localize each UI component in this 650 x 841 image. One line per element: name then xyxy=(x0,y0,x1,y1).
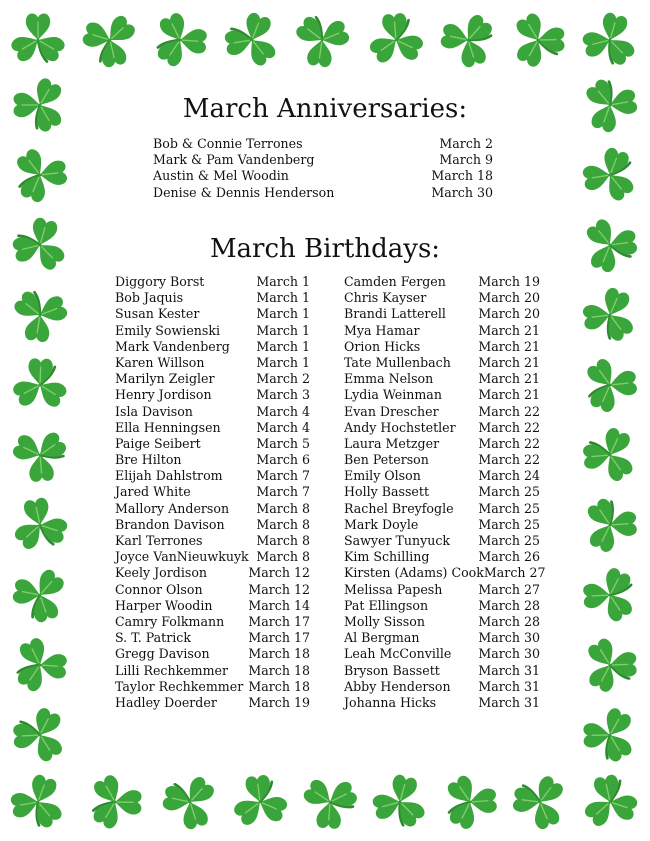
event-date: March 31 xyxy=(478,662,540,678)
person-name: Mark & Pam Vandenberg xyxy=(153,152,315,168)
event-date: March 30 xyxy=(478,646,540,662)
list-item xyxy=(115,306,310,322)
list-item xyxy=(115,630,310,646)
event-date: March 31 xyxy=(478,694,540,710)
shamrock-icon xyxy=(9,14,67,64)
list-item xyxy=(344,501,540,517)
birthdays-column-left xyxy=(115,274,310,711)
event-date: March 28 xyxy=(478,613,540,629)
list-item xyxy=(344,436,540,452)
list-item xyxy=(115,323,310,339)
person-name: Diggory Borst xyxy=(115,274,205,289)
event-date: March 21 xyxy=(478,322,540,338)
birthdays-column-right xyxy=(344,274,546,711)
shamrock-icon xyxy=(579,143,638,208)
list-item xyxy=(115,452,310,468)
event-date: March 22 xyxy=(478,403,540,419)
list-item xyxy=(344,452,540,468)
event-date: March 24 xyxy=(478,468,540,484)
person-name: Harper Woodin xyxy=(115,597,213,613)
event-date: March 8 xyxy=(256,549,310,565)
shamrock-icon xyxy=(366,769,435,833)
list-item xyxy=(344,323,540,339)
person-name: Marilyn Zeigler xyxy=(115,371,215,387)
event-date: March 20 xyxy=(478,306,540,322)
person-name: Connor Olson xyxy=(115,581,203,597)
person-name: Henry Jordison xyxy=(115,387,212,403)
person-name: Andy Hochstetler xyxy=(344,419,456,435)
person-name: Leah McConville xyxy=(344,646,452,662)
shamrock-icon xyxy=(73,1,149,78)
shamrock-icon xyxy=(221,765,296,841)
list-item xyxy=(344,517,540,533)
list-item xyxy=(115,371,310,387)
event-date: March 26 xyxy=(478,549,540,565)
list-item xyxy=(115,663,310,679)
list-item xyxy=(344,371,540,387)
list-item xyxy=(344,274,540,290)
person-name: Orion Hicks xyxy=(344,338,421,354)
event-date: March 1 xyxy=(256,338,310,354)
list-item xyxy=(344,533,540,549)
list-item xyxy=(344,582,540,598)
person-name: Lydia Weinman xyxy=(344,387,442,403)
person-name: Susan Kester xyxy=(115,306,200,322)
shamrock-icon xyxy=(572,491,646,562)
list-item xyxy=(115,679,310,695)
list-item xyxy=(344,306,540,322)
anniversaries-title: March Anniversaries: xyxy=(182,94,468,124)
anniversaries-list xyxy=(153,136,493,201)
shamrock-icon xyxy=(500,2,576,75)
person-name: Mark Doyle xyxy=(344,516,419,532)
event-date: March 21 xyxy=(478,371,540,387)
list-item xyxy=(153,136,493,152)
list-item xyxy=(153,168,493,184)
person-name: Holly Bassett xyxy=(344,484,430,500)
event-date: March 22 xyxy=(478,435,540,451)
event-date: March 2 xyxy=(256,371,310,387)
shamrock-icon xyxy=(358,3,432,79)
list-item xyxy=(115,404,310,420)
person-name: Abby Henderson xyxy=(344,678,451,694)
list-item xyxy=(115,582,310,598)
event-date: March 17 xyxy=(248,613,310,629)
event-date: March 18 xyxy=(248,678,310,694)
shamrock-icon xyxy=(582,565,635,626)
person-name: Camden Fergen xyxy=(344,274,446,289)
shamrock-icon xyxy=(91,773,142,832)
shamrock-icon xyxy=(3,348,75,423)
person-name: Emily Sowienski xyxy=(115,322,221,338)
event-date: March 3 xyxy=(256,387,310,403)
birthdays-title: March Birthdays: xyxy=(209,234,441,264)
list-item xyxy=(115,468,310,484)
event-date: March 30 xyxy=(431,184,493,200)
event-date: March 17 xyxy=(248,630,310,646)
shamrock-icon xyxy=(573,419,649,493)
person-name: Denise & Dennis Henderson xyxy=(153,184,335,200)
event-date: March 25 xyxy=(478,533,540,548)
person-name: Elijah Dahlstrom xyxy=(115,468,223,484)
list-item xyxy=(115,598,310,614)
person-name: Mya Hamar xyxy=(344,322,420,338)
list-item xyxy=(115,339,310,355)
event-date: March 5 xyxy=(256,435,310,451)
list-item xyxy=(115,355,310,371)
event-date: March 20 xyxy=(478,290,540,306)
person-name: Laura Metzger xyxy=(344,435,440,451)
event-date: March 18 xyxy=(248,662,310,678)
shamrock-icon xyxy=(573,698,648,770)
event-date: March 7 xyxy=(256,468,310,484)
person-name: Al Bergman xyxy=(344,630,420,646)
person-name: Bre Hilton xyxy=(115,452,182,468)
list-item xyxy=(115,290,310,306)
list-item xyxy=(344,630,540,646)
list-item xyxy=(115,501,310,517)
shamrock-icon xyxy=(3,556,80,632)
event-date: March 25 xyxy=(478,516,540,532)
person-name: Evan Drescher xyxy=(344,403,439,419)
event-date: March 12 xyxy=(248,581,310,597)
person-name: Isla Davison xyxy=(115,403,193,419)
list-item xyxy=(115,565,310,581)
list-item xyxy=(115,549,310,565)
list-item xyxy=(344,484,540,500)
list-item xyxy=(344,565,546,581)
person-name: Chris Kayser xyxy=(344,290,427,306)
person-name: Hadley Doerder xyxy=(115,694,217,710)
person-name: Joyce VanNieuwkuyk xyxy=(115,549,249,565)
list-item xyxy=(344,339,540,355)
list-item xyxy=(115,517,310,533)
person-name: Austin & Mel Woodin xyxy=(153,168,289,184)
event-date: March 1 xyxy=(256,290,310,306)
shamrock-icon xyxy=(290,12,354,70)
event-date: March 21 xyxy=(478,387,540,403)
event-date: March 1 xyxy=(256,354,310,370)
person-name: Paige Seibert xyxy=(115,435,201,451)
shamrock-icon xyxy=(583,353,639,416)
list-item xyxy=(115,387,310,403)
list-item xyxy=(344,549,540,565)
shamrock-icon xyxy=(574,279,647,348)
event-date: March 21 xyxy=(478,354,540,370)
person-name: Taylor Rechkemmer xyxy=(115,678,244,694)
shamrock-icon xyxy=(214,3,291,79)
list-item xyxy=(115,274,310,290)
list-item xyxy=(344,695,540,711)
event-date: March 7 xyxy=(256,484,310,500)
list-item xyxy=(344,420,540,436)
shamrock-icon xyxy=(3,699,79,773)
event-date: March 22 xyxy=(478,452,540,468)
event-date: March 9 xyxy=(439,152,493,168)
person-name: Kirsten (Adams) Cook xyxy=(344,565,484,581)
list-item xyxy=(344,646,540,662)
person-name: Brandon Davison xyxy=(115,516,225,532)
person-name: Bryson Bassett xyxy=(344,662,440,678)
person-name: Karen Willson xyxy=(115,354,205,370)
person-name: Ella Henningsen xyxy=(115,419,221,435)
list-item xyxy=(115,420,310,436)
list-item xyxy=(115,533,310,549)
event-date: March 18 xyxy=(431,168,493,184)
event-date: March 19 xyxy=(478,274,540,289)
list-item xyxy=(344,355,540,371)
list-item xyxy=(115,614,310,630)
event-date: March 8 xyxy=(256,500,310,516)
event-date: March 6 xyxy=(256,452,310,468)
list-item xyxy=(153,185,493,201)
list-item xyxy=(115,436,310,452)
person-name: Lilli Rechkemmer xyxy=(115,662,229,678)
person-name: Mallory Anderson xyxy=(115,500,230,516)
shamrock-icon xyxy=(13,143,70,207)
shamrock-icon xyxy=(571,627,647,700)
person-name: Kim Schilling xyxy=(344,549,430,565)
shamrock-icon xyxy=(6,493,73,554)
event-date: March 25 xyxy=(478,484,540,500)
event-date: March 18 xyxy=(248,646,310,662)
list-item xyxy=(344,290,540,306)
shamrock-icon xyxy=(571,765,647,841)
person-name: Bob Jaquis xyxy=(115,290,184,306)
event-date: March 22 xyxy=(478,419,540,435)
event-date: March 30 xyxy=(478,630,540,646)
person-name: Ben Peterson xyxy=(344,452,429,468)
person-name: Bob & Connie Terrones xyxy=(153,136,303,151)
person-name: Gregg Davison xyxy=(115,646,210,662)
event-date: March 1 xyxy=(256,274,310,289)
list-item xyxy=(115,695,310,711)
event-date: March 1 xyxy=(256,322,310,338)
shamrock-icon xyxy=(154,9,208,70)
person-name: Mark Vandenberg xyxy=(115,338,230,354)
person-name: Brandi Latterell xyxy=(344,306,446,322)
shamrock-icon xyxy=(7,287,72,346)
event-date: March 1 xyxy=(256,306,310,322)
list-item xyxy=(115,484,310,500)
event-date: March 4 xyxy=(256,419,310,435)
person-name: Rachel Breyfogle xyxy=(344,500,454,516)
shamrock-icon xyxy=(504,769,577,838)
person-name: Molly Sisson xyxy=(344,613,425,629)
shamrock-icon xyxy=(576,7,646,71)
list-item xyxy=(344,679,540,695)
person-name: Johanna Hicks xyxy=(344,694,437,710)
list-item xyxy=(344,663,540,679)
event-date: March 27 xyxy=(478,581,540,597)
list-item xyxy=(344,387,540,403)
list-item xyxy=(115,646,310,662)
event-date: March 12 xyxy=(248,565,310,581)
shamrock-icon xyxy=(292,763,366,839)
shamrock-icon xyxy=(444,771,498,832)
shamrock-icon xyxy=(436,6,497,73)
person-name: Keely Jordison xyxy=(115,565,208,581)
list-item xyxy=(344,598,540,614)
shamrock-icon xyxy=(3,767,75,834)
list-item xyxy=(344,404,540,420)
shamrock-icon xyxy=(155,770,226,836)
person-name: Tate Mullenbach xyxy=(344,354,451,370)
event-date: March 8 xyxy=(256,533,310,548)
list-item xyxy=(344,614,540,630)
event-date: March 25 xyxy=(478,500,540,516)
shamrock-icon xyxy=(14,634,68,695)
person-name: S. T. Patrick xyxy=(115,630,191,646)
person-name: Pat Ellingson xyxy=(344,597,429,613)
person-name: Melissa Papesh xyxy=(344,581,443,597)
person-name: Emily Olson xyxy=(344,468,421,484)
event-date: March 31 xyxy=(478,678,540,694)
person-name: Jared White xyxy=(115,484,191,500)
person-name: Emma Nelson xyxy=(344,371,434,387)
event-date: March 14 xyxy=(248,597,310,613)
event-date: March 27 xyxy=(483,565,546,581)
event-date: March 19 xyxy=(248,694,310,710)
list-item xyxy=(153,152,493,168)
event-date: March 4 xyxy=(256,403,310,419)
list-item xyxy=(344,468,540,484)
event-date: March 8 xyxy=(256,516,310,532)
event-date: March 2 xyxy=(439,136,493,151)
shamrock-icon xyxy=(4,418,74,492)
event-date: March 28 xyxy=(478,597,540,613)
person-name: Sawyer Tunyuck xyxy=(344,533,451,548)
person-name: Karl Terrones xyxy=(115,533,203,548)
event-date: March 21 xyxy=(478,338,540,354)
person-name: Camry Folkmann xyxy=(115,613,225,629)
